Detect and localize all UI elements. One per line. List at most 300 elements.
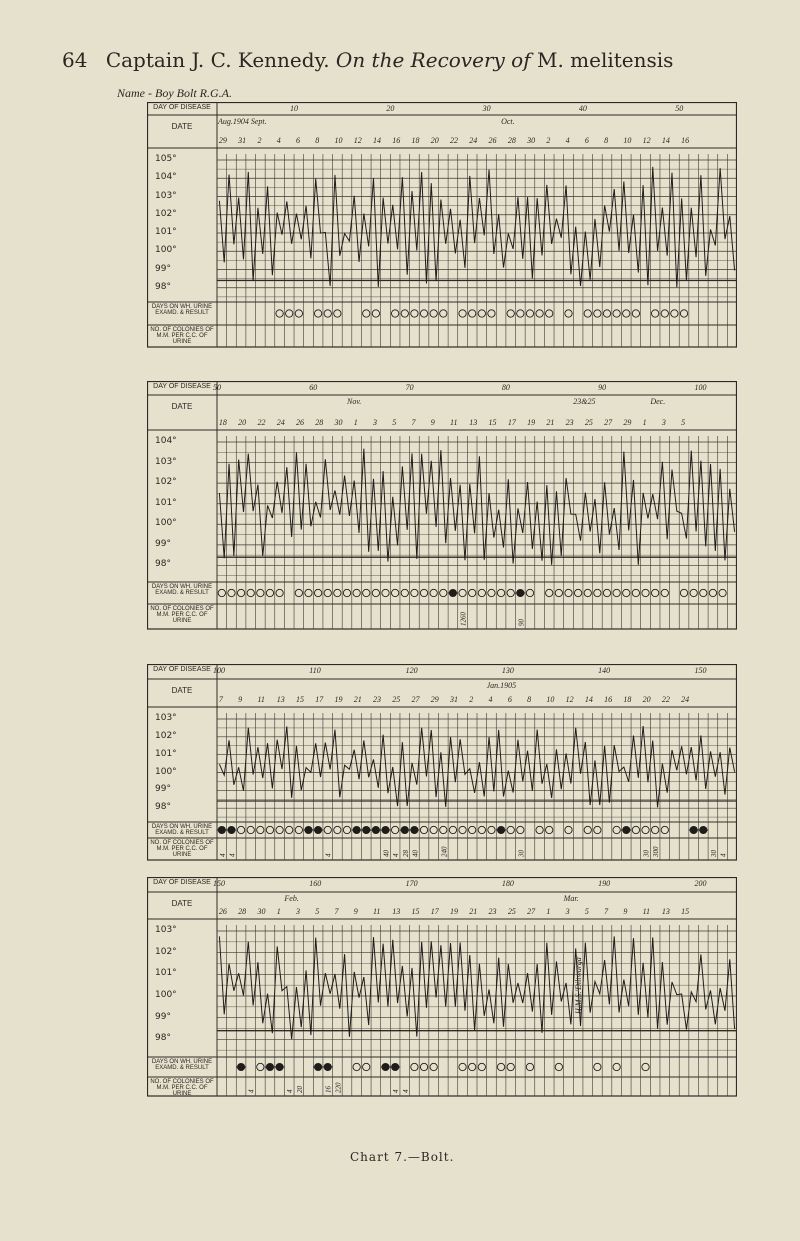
- temperature-label: 100°: [155, 990, 177, 1000]
- urine-negative-mark: [613, 826, 620, 833]
- urine-negative-mark: [661, 589, 668, 596]
- urine-negative-mark: [430, 310, 437, 317]
- urine-negative-mark: [680, 310, 687, 317]
- colony-count: 4: [401, 1089, 410, 1093]
- urine-negative-mark: [555, 589, 562, 596]
- date-label: DATE: [171, 899, 193, 908]
- date-tick: 16: [392, 136, 401, 145]
- date-tick: 26: [218, 907, 227, 916]
- day-number: 190: [598, 879, 611, 888]
- colony-count: 4: [247, 1089, 256, 1093]
- date-tick: 15: [411, 907, 420, 916]
- date-tick: 21: [353, 695, 362, 704]
- colony-count: 28: [401, 850, 410, 857]
- urine-negative-mark: [565, 826, 572, 833]
- day-number: 150: [694, 666, 707, 675]
- date-tick: 17: [315, 695, 324, 704]
- date-tick: 18: [411, 136, 420, 145]
- urine-negative-mark: [459, 1063, 466, 1070]
- urine-negative-mark: [526, 310, 533, 317]
- colony-count: 30: [517, 850, 526, 857]
- colony-count: 220: [334, 1082, 343, 1093]
- article-title: On the Recovery of: [335, 48, 531, 72]
- date-tick: 27: [527, 907, 536, 916]
- urine-negative-mark: [430, 589, 437, 596]
- temperature-label: 98°: [155, 802, 171, 813]
- urine-negative-mark: [565, 310, 572, 317]
- urine-negative-mark: [382, 589, 389, 596]
- date-tick: 26: [488, 136, 497, 145]
- urine-negative-mark: [603, 310, 610, 317]
- date-tick: 15: [681, 907, 690, 916]
- urine-negative-mark: [555, 1063, 562, 1070]
- urine-negative-mark: [295, 589, 302, 596]
- chart-frame: [148, 382, 737, 630]
- day-number: 70: [405, 383, 414, 392]
- temperature-label: 101°: [155, 227, 177, 237]
- urine-negative-mark: [478, 1063, 485, 1070]
- urine-negative-mark: [603, 589, 610, 596]
- urine-negative-mark: [584, 826, 591, 833]
- urine-negative-mark: [314, 310, 321, 317]
- urine-negative-mark: [651, 589, 658, 596]
- day-of-disease-label: DAY OF DISEASE: [153, 104, 211, 111]
- temperature-label: 98°: [155, 559, 171, 570]
- date-tick: 16: [681, 136, 690, 145]
- date-tick: 30: [334, 418, 343, 427]
- date-tick: 22: [257, 418, 266, 427]
- day-number: 50: [675, 104, 684, 113]
- temperature-chart-4: [147, 877, 737, 1102]
- urine-negative-mark: [632, 589, 639, 596]
- urine-negative-mark: [642, 1063, 649, 1070]
- date-tick: 9: [238, 695, 243, 704]
- date-tick: 27: [411, 695, 420, 704]
- urine-negative-mark: [411, 589, 418, 596]
- urine-negative-mark: [295, 310, 302, 317]
- urine-negative-mark: [343, 826, 350, 833]
- urine-exam-label: DAYS ON WH. URINE EXAMD. & RESULT: [151, 1059, 213, 1071]
- month-label: Oct.: [501, 117, 515, 126]
- date-tick: 29: [623, 418, 632, 427]
- urine-negative-mark: [411, 310, 418, 317]
- date-tick: 2: [469, 695, 474, 704]
- date-tick: 24: [469, 136, 478, 145]
- date-tick: 7: [334, 907, 339, 916]
- temperature-label: 99°: [155, 263, 171, 274]
- page-number: 64: [62, 48, 88, 72]
- date-tick: 6: [584, 136, 589, 145]
- date-tick: 12: [353, 136, 362, 145]
- date-tick: 29: [218, 136, 227, 145]
- urine-negative-mark: [218, 589, 225, 596]
- date-tick: 13: [392, 907, 401, 916]
- temperature-label: 99°: [155, 1011, 171, 1022]
- date-tick: 20: [238, 418, 247, 427]
- ship-annotation: H.M.S.'Diltwarga': [574, 955, 584, 1014]
- date-tick: 1: [276, 907, 281, 916]
- date-tick: 19: [527, 418, 536, 427]
- urine-exam-label: DAYS ON WH. URINE EXAMD. & RESULT: [151, 304, 213, 316]
- date-tick: 22: [661, 695, 670, 704]
- date-label: DATE: [171, 402, 193, 411]
- urine-negative-mark: [257, 589, 264, 596]
- date-tick: 2: [546, 136, 551, 145]
- temperature-label: 98°: [155, 281, 171, 292]
- urine-negative-mark: [334, 826, 341, 833]
- date-tick: 9: [623, 907, 628, 916]
- urine-negative-mark: [237, 826, 244, 833]
- day-number: 150: [213, 879, 225, 888]
- urine-negative-mark: [613, 589, 620, 596]
- urine-negative-mark: [353, 589, 360, 596]
- day-number: 60: [309, 383, 318, 392]
- urine-negative-mark: [651, 310, 658, 317]
- day-number: 160: [309, 879, 322, 888]
- urine-negative-mark: [584, 589, 591, 596]
- date-tick: 5: [681, 418, 686, 427]
- temperature-label: 99°: [155, 538, 171, 549]
- urine-negative-mark: [709, 589, 716, 596]
- month-label: Dec.: [650, 397, 666, 406]
- date-tick: 26: [295, 418, 304, 427]
- day-of-disease-label: DAY OF DISEASE: [153, 666, 211, 673]
- temperature-label: 102°: [155, 730, 177, 741]
- date-tick: 3: [295, 907, 300, 916]
- date-tick: 18: [218, 418, 227, 427]
- temperature-chart-3: [147, 664, 737, 864]
- urine-negative-mark: [632, 826, 639, 833]
- urine-negative-mark: [574, 589, 581, 596]
- urine-negative-mark: [469, 589, 476, 596]
- temperature-label: 104°: [155, 436, 177, 446]
- date-tick: 23: [373, 695, 381, 704]
- urine-negative-mark: [391, 826, 398, 833]
- urine-negative-mark: [497, 589, 504, 596]
- date-tick: 24: [681, 695, 690, 704]
- urine-negative-mark: [623, 589, 630, 596]
- colony-count: 4: [324, 853, 333, 857]
- urine-negative-mark: [363, 589, 370, 596]
- temperature-chart-2: [147, 381, 737, 651]
- urine-negative-mark: [228, 589, 235, 596]
- date-tick: 10: [546, 695, 555, 704]
- temperature-label: 99°: [155, 784, 171, 795]
- urine-negative-mark: [459, 826, 466, 833]
- date-tick: 17: [507, 418, 516, 427]
- temperature-label: 101°: [155, 497, 177, 508]
- urine-negative-mark: [594, 826, 601, 833]
- date-tick: 3: [373, 418, 377, 427]
- colony-count: 240: [440, 846, 449, 857]
- urine-negative-mark: [651, 826, 658, 833]
- temperature-label: 101°: [155, 748, 177, 759]
- date-tick: 6: [507, 695, 512, 704]
- urine-negative-mark: [353, 1063, 360, 1070]
- day-number: 100: [213, 666, 225, 675]
- urine-negative-mark: [507, 826, 514, 833]
- date-tick: 29: [430, 695, 439, 704]
- date-tick: 14: [661, 136, 670, 145]
- colony-count: 4: [218, 853, 227, 857]
- day-number: 100: [694, 383, 707, 392]
- date-tick: 1: [353, 418, 358, 427]
- month-label: Mar.: [563, 894, 579, 903]
- urine-negative-mark: [459, 310, 466, 317]
- day-number: 50: [213, 383, 221, 392]
- urine-negative-mark: [680, 589, 687, 596]
- date-tick: 28: [507, 136, 516, 145]
- date-tick: 4: [276, 136, 281, 145]
- date-tick: 25: [584, 418, 593, 427]
- urine-negative-mark: [700, 589, 707, 596]
- date-tick: 4: [565, 136, 570, 145]
- urine-negative-mark: [594, 310, 601, 317]
- urine-negative-mark: [247, 826, 254, 833]
- urine-negative-mark: [546, 589, 553, 596]
- urine-negative-mark: [334, 310, 341, 317]
- date-tick: 20: [642, 695, 651, 704]
- urine-negative-mark: [565, 589, 572, 596]
- urine-negative-mark: [507, 310, 514, 317]
- urine-negative-mark: [363, 310, 370, 317]
- date-tick: 1: [546, 907, 551, 916]
- temperature-label: 103°: [155, 713, 177, 723]
- month-label: Jan.1905: [486, 681, 517, 690]
- date-tick: 19: [334, 695, 343, 704]
- day-number: 180: [501, 879, 514, 888]
- urine-negative-mark: [305, 589, 312, 596]
- colony-count: 30: [642, 850, 651, 857]
- urine-negative-mark: [594, 1063, 601, 1070]
- colony-count: 30: [709, 850, 718, 857]
- date-tick: 27: [604, 418, 613, 427]
- temperature-label: 101°: [155, 968, 177, 979]
- day-number: 170: [405, 879, 418, 888]
- urine-negative-mark: [526, 1063, 533, 1070]
- date-tick: 25: [392, 695, 401, 704]
- urine-negative-mark: [613, 1063, 620, 1070]
- day-number: 140: [598, 666, 611, 675]
- day-number: 20: [386, 104, 395, 113]
- urine-negative-mark: [517, 310, 524, 317]
- colony-count: 40: [411, 850, 420, 857]
- urine-negative-mark: [440, 826, 447, 833]
- urine-negative-mark: [420, 310, 427, 317]
- colony-count: 1260: [459, 612, 468, 626]
- urine-negative-mark: [363, 1063, 370, 1070]
- urine-negative-mark: [517, 826, 524, 833]
- colonies-label: NO. OF COLONIES OF M.M. PER C.C. OF URINE: [150, 327, 214, 345]
- urine-negative-mark: [430, 1063, 437, 1070]
- temperature-label: 103°: [155, 190, 177, 201]
- urine-negative-mark: [469, 826, 476, 833]
- urine-negative-mark: [257, 1063, 264, 1070]
- date-tick: 5: [315, 907, 320, 916]
- urine-negative-mark: [237, 589, 244, 596]
- colony-count: 4: [392, 853, 401, 857]
- urine-negative-mark: [286, 826, 293, 833]
- temperature-label: 105°: [155, 154, 177, 164]
- colony-count: 16: [324, 1086, 333, 1093]
- urine-negative-mark: [266, 826, 273, 833]
- month-label: Feb.: [284, 894, 299, 903]
- colony-count: 4: [719, 853, 728, 857]
- date-tick: 15: [488, 418, 497, 427]
- date-tick: 12: [565, 695, 574, 704]
- date-tick: 8: [604, 136, 609, 145]
- urine-negative-mark: [324, 826, 331, 833]
- date-tick: 25: [507, 907, 516, 916]
- temperature-label: 100°: [155, 245, 177, 256]
- date-tick: 20: [430, 136, 439, 145]
- date-tick: 14: [373, 136, 381, 145]
- urine-negative-mark: [719, 589, 726, 596]
- date-tick: 30: [257, 907, 266, 916]
- date-label: DATE: [171, 686, 193, 695]
- urine-negative-mark: [401, 310, 408, 317]
- colony-count: 4: [392, 1089, 401, 1093]
- date-tick: 6: [295, 136, 300, 145]
- urine-negative-mark: [440, 310, 447, 317]
- date-tick: 4: [488, 695, 493, 704]
- urine-negative-mark: [440, 589, 447, 596]
- page-header: [62, 48, 673, 72]
- urine-negative-mark: [430, 826, 437, 833]
- date-tick: 7: [604, 907, 609, 916]
- urine-exam-label: DAYS ON WH. URINE EXAMD. & RESULT: [151, 584, 213, 596]
- date-tick: 13: [276, 695, 285, 704]
- month-label: Nov.: [347, 397, 362, 406]
- urine-negative-mark: [536, 310, 543, 317]
- urine-negative-mark: [546, 826, 553, 833]
- urine-negative-mark: [420, 589, 427, 596]
- urine-negative-mark: [584, 310, 591, 317]
- date-tick: 8: [527, 695, 532, 704]
- date-tick: 23: [488, 907, 497, 916]
- urine-negative-mark: [334, 589, 341, 596]
- patient-name: Name - Boy Bolt R.G.A.: [117, 86, 232, 100]
- date-tick: 9: [430, 418, 435, 427]
- date-tick: 8: [315, 136, 320, 145]
- author: Captain J. C. Kennedy.: [105, 48, 330, 72]
- temperature-label: 104°: [155, 172, 177, 183]
- date-tick: 23: [565, 418, 574, 427]
- temperature-label: 102°: [155, 208, 177, 219]
- urine-negative-mark: [314, 589, 321, 596]
- day-of-disease-label: DAY OF DISEASE: [153, 383, 211, 390]
- urine-negative-mark: [372, 310, 379, 317]
- urine-negative-mark: [391, 310, 398, 317]
- urine-negative-mark: [642, 589, 649, 596]
- urine-negative-mark: [276, 826, 283, 833]
- urine-negative-mark: [478, 310, 485, 317]
- urine-negative-mark: [661, 310, 668, 317]
- urine-negative-mark: [469, 310, 476, 317]
- date-tick: 10: [623, 136, 632, 145]
- date-tick: 5: [392, 418, 397, 427]
- urine-negative-mark: [324, 589, 331, 596]
- date-tick: 11: [642, 907, 651, 916]
- date-tick: 15: [295, 695, 304, 704]
- date-tick: 2: [257, 136, 262, 145]
- chart-caption: Chart 7.—Bolt.: [350, 1150, 455, 1164]
- urine-negative-mark: [632, 310, 639, 317]
- date-tick: 31: [238, 136, 247, 145]
- temperature-chart-1: [147, 102, 737, 370]
- colony-count: 20: [295, 1086, 304, 1093]
- urine-negative-mark: [536, 826, 543, 833]
- chart-3-grid: [147, 664, 737, 864]
- urine-negative-mark: [286, 310, 293, 317]
- urine-negative-mark: [507, 1063, 514, 1070]
- colony-count: 300: [652, 846, 661, 857]
- date-tick: 7: [218, 695, 223, 704]
- date-tick: 7: [411, 418, 416, 427]
- day-number: 130: [501, 666, 514, 675]
- colonies-label: NO. OF COLONIES OF M.M. PER C.C. OF URINE: [150, 1079, 214, 1097]
- date-tick: 14: [584, 695, 593, 704]
- urine-negative-mark: [642, 826, 649, 833]
- date-tick: 11: [257, 695, 265, 704]
- urine-negative-mark: [478, 589, 485, 596]
- urine-negative-mark: [343, 589, 350, 596]
- date-tick: 30: [527, 136, 536, 145]
- date-tick: 22: [450, 136, 459, 145]
- date-tick: 28: [238, 907, 247, 916]
- day-number: 10: [290, 104, 299, 113]
- urine-negative-mark: [488, 826, 495, 833]
- urine-negative-mark: [247, 589, 254, 596]
- date-tick: 13: [469, 418, 478, 427]
- temperature-label: 100°: [155, 766, 177, 777]
- colonies-label: NO. OF COLONIES OF M.M. PER C.C. OF URINE: [150, 840, 214, 858]
- urine-negative-mark: [276, 589, 283, 596]
- urine-negative-mark: [295, 826, 302, 833]
- urine-negative-mark: [526, 589, 533, 596]
- urine-negative-mark: [671, 310, 678, 317]
- urine-negative-mark: [488, 310, 495, 317]
- urine-negative-mark: [613, 310, 620, 317]
- urine-negative-mark: [459, 589, 466, 596]
- colony-count: 4: [228, 853, 237, 857]
- urine-negative-mark: [420, 1063, 427, 1070]
- day-number: 90: [598, 383, 607, 392]
- date-tick: 10: [334, 136, 343, 145]
- urine-negative-mark: [420, 826, 427, 833]
- urine-negative-mark: [449, 826, 456, 833]
- date-tick: 12: [642, 136, 651, 145]
- date-tick: 17: [430, 907, 439, 916]
- date-tick: 19: [450, 907, 459, 916]
- day-number: 80: [501, 383, 510, 392]
- urine-negative-mark: [546, 310, 553, 317]
- day-number: 200: [694, 879, 707, 888]
- temperature-label: 103°: [155, 456, 177, 467]
- colony-count: 40: [382, 850, 391, 857]
- urine-negative-mark: [391, 589, 398, 596]
- colony-count: 4: [286, 1089, 295, 1093]
- urine-negative-mark: [661, 826, 668, 833]
- urine-negative-mark: [623, 310, 630, 317]
- urine-negative-mark: [488, 589, 495, 596]
- urine-negative-mark: [401, 589, 408, 596]
- month-label: Aug.1904 Sept.: [217, 117, 267, 126]
- urine-negative-mark: [257, 826, 264, 833]
- date-tick: 3: [565, 907, 570, 916]
- organism-name: M. melitensis: [536, 48, 674, 72]
- date-tick: 9: [353, 907, 358, 916]
